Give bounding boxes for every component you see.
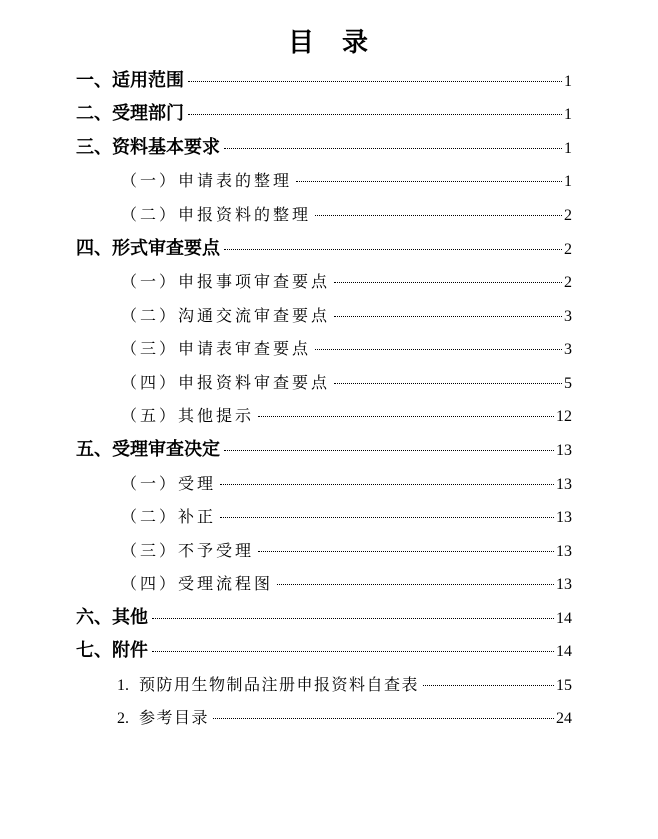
dot-leader: [220, 517, 554, 518]
toc-entry-page: 14: [556, 610, 572, 627]
dot-leader: [334, 316, 562, 317]
toc-entry-page: 2: [564, 207, 572, 224]
toc-entry-label: 三、资料基本要求: [76, 137, 220, 158]
toc-entry-page: 1: [564, 106, 572, 123]
toc-entry[interactable]: [121, 505, 572, 529]
toc-entry[interactable]: [117, 673, 572, 697]
toc-entry-page: 13: [556, 576, 572, 593]
dot-leader: [152, 651, 554, 652]
dot-leader: [224, 450, 554, 451]
toc-entry[interactable]: [76, 237, 572, 261]
toc-entry-page: 12: [556, 408, 572, 425]
toc-entry-label: 参考目录: [139, 708, 210, 727]
toc-entry[interactable]: [76, 69, 572, 93]
title-char-2: 录: [342, 28, 371, 58]
toc-entry[interactable]: [76, 438, 572, 462]
toc-entry-label: （二）补正: [121, 507, 217, 526]
toc-entry[interactable]: [121, 404, 572, 428]
dot-leader: [188, 114, 562, 115]
toc-entry-page: 2: [564, 274, 572, 291]
toc-entry[interactable]: [117, 706, 572, 730]
toc-entry-label: （二）沟通交流审查要点: [121, 306, 331, 325]
toc-entry-page: 24: [556, 710, 572, 727]
toc-entry-label: （三）申请表审查要点: [121, 339, 312, 358]
toc-entry-page: 13: [556, 476, 572, 493]
toc-entry-page: 1: [564, 173, 572, 190]
dot-leader: [213, 718, 554, 719]
toc-entry[interactable]: [121, 169, 572, 193]
dot-leader: [258, 416, 554, 417]
toc-entry-page: 14: [556, 643, 572, 660]
toc-entry-label: （三）不予受理: [121, 541, 255, 560]
toc-entry-page: 13: [556, 543, 572, 560]
toc-entry-page: 15: [556, 677, 572, 694]
toc-entry[interactable]: [76, 639, 572, 663]
dot-leader: [315, 215, 562, 216]
toc-entry-page: 3: [564, 308, 572, 325]
dot-leader: [334, 282, 562, 283]
dot-leader: [277, 584, 554, 585]
toc-entry-label: （四）申报资料审查要点: [121, 373, 331, 392]
toc-entry-page: 13: [556, 442, 572, 459]
dot-leader: [152, 618, 554, 619]
toc-entry-page: 5: [564, 375, 572, 392]
toc-entry-number: 2.: [117, 710, 129, 727]
toc-entry-label: （一）申请表的整理: [121, 171, 293, 190]
toc-entry[interactable]: [121, 304, 572, 328]
toc-entry[interactable]: [121, 371, 572, 395]
toc-entry[interactable]: [76, 102, 572, 126]
toc-entry-page: 13: [556, 509, 572, 526]
dot-leader: [315, 349, 562, 350]
toc-entry-label: 一、适用范围: [76, 70, 184, 91]
toc-entry-label: 预防用生物制品注册申报资料自查表: [139, 675, 420, 694]
toc-entry[interactable]: [121, 472, 572, 496]
dot-leader: [224, 249, 562, 250]
toc-entry[interactable]: [121, 572, 572, 596]
toc-entry-label: （五）其他提示: [121, 406, 255, 425]
toc-entry-page: 2: [564, 241, 572, 258]
toc-entry[interactable]: [76, 606, 572, 630]
title-char-1: 目: [287, 28, 316, 58]
toc-entry-label: 七、附件: [76, 640, 148, 661]
dot-leader: [423, 685, 554, 686]
dot-leader: [296, 181, 562, 182]
toc-entry[interactable]: [121, 270, 572, 294]
dot-leader: [334, 383, 562, 384]
toc-entry[interactable]: [121, 539, 572, 563]
toc-entry-number: 1.: [117, 677, 129, 694]
toc-entry-label: （二）申报资料的整理: [121, 205, 312, 224]
toc-entry-label: （一）申报事项审查要点: [121, 272, 331, 291]
toc-entry[interactable]: [121, 337, 572, 361]
toc-entry-label: （一）受理: [121, 474, 217, 493]
toc-entry-page: 1: [564, 140, 572, 157]
page-title: [0, 26, 658, 60]
toc-entry-page: 3: [564, 341, 572, 358]
toc-entry[interactable]: [121, 203, 572, 227]
toc-entry-label: 五、受理审查决定: [76, 439, 220, 460]
dot-leader: [220, 484, 554, 485]
toc-entry-label: （四）受理流程图: [121, 574, 274, 593]
toc-entry[interactable]: [76, 136, 572, 160]
toc-entry-page: 1: [564, 73, 572, 90]
toc-entry-label: 二、受理部门: [76, 103, 184, 124]
dot-leader: [258, 551, 554, 552]
toc-entry-label: 四、形式审查要点: [76, 238, 220, 259]
dot-leader: [188, 81, 562, 82]
toc-entry-label: 六、其他: [76, 607, 148, 628]
dot-leader: [224, 148, 562, 149]
